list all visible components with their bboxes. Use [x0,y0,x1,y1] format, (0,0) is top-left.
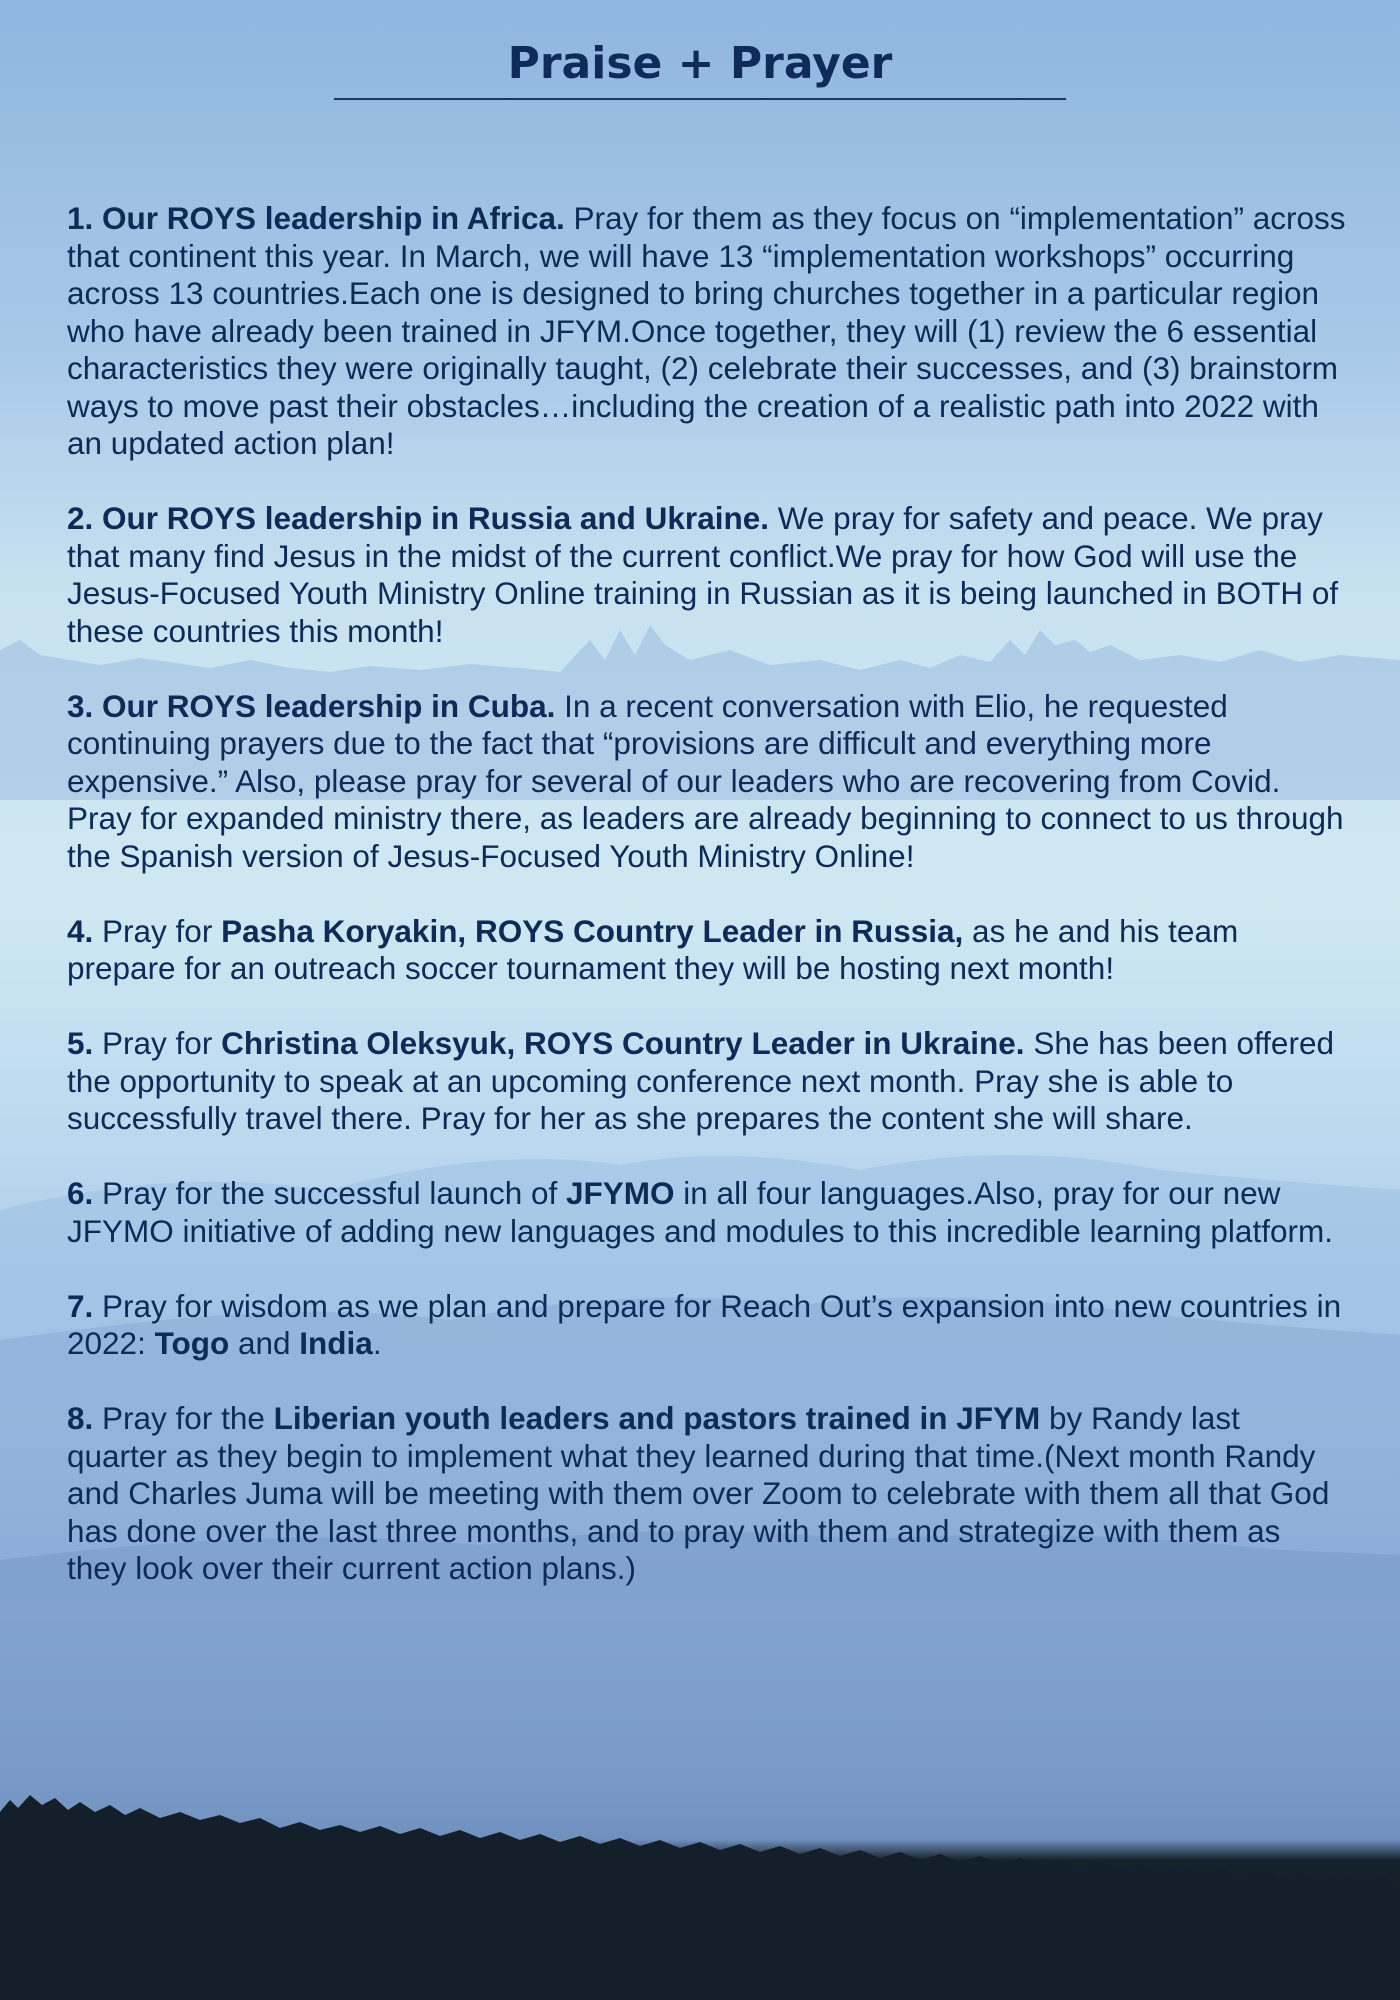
prayer-item-1 [67,200,1347,463]
item-lead-text: Pray for wisdom as we plan and prepare for Reach Out’s expansion into new countries in 2022: [67,1287,1342,1361]
item-heading: Our ROYS leadership in Africa. [102,200,565,236]
item-lead-text: Pray for [93,912,222,949]
item-number: 3. [67,687,103,724]
item-heading: Our ROYS leadership in Russia and Ukraine. [102,500,769,536]
item-number: 8. [67,1400,94,1436]
item-text: by Randy last quarter as they begin to implement what they learned during that time.(Next month Randy and Charles Juma will be meeting with them over Zoom to celebrate with them all that God has done over the last three months, and to pray with them and strategize with them as they look over their current action plans.) [67,1400,1330,1586]
item-heading: JFYMO [566,1175,675,1211]
item-text: We pray for safety and peace. We pray that many find Jesus in the midst of the current conflict.We pray for how God will use the Jesus-Focused Youth Ministry Online training in Russian as it is being launched in BOTH of these countries this month! [67,500,1339,649]
item-text: as he and his team prepare for an outreach soccer tournament they will be hosting next month! [67,912,1239,986]
page-title: Praise + Prayer [507,38,893,89]
item-number: 4. [67,912,94,949]
prayer-item-6 [67,1175,1347,1250]
prayer-item-4 [67,913,1347,988]
prayer-item-7 [67,1288,1347,1363]
item-number: 2. [67,500,103,536]
item-heading: Togo [154,1325,230,1361]
item-text: in all four languages.Also, pray for our new JFYMO initiative of adding new languages and modules to this incredible learning platform. [67,1175,1333,1249]
item-number: 5. [67,1025,94,1061]
prayer-item-2 [67,500,1347,650]
item-heading: Our ROYS leadership in Cuba. [102,687,556,724]
item-heading: Christina Oleksyuk, ROYS Country Leader in Ukraine. [221,1025,1025,1061]
prayer-list [67,200,1347,1625]
prayer-item-5 [67,1025,1347,1138]
prayer-item-8 [67,1400,1347,1588]
item-heading: Pasha Koryakin, ROYS Country Leader in Russia, [221,912,964,949]
item-lead-text: Pray for the successful launch of [93,1175,567,1211]
item-text: Pray for them as they focus on “implementation” across that continent this year. In March, we will have 13 “implementation workshops” occurring across 13 countries.Each one is designed to bring churches together in a particular region who have already been trained in JFYM.Once together, they will (1) review the 6 essential characteristics they were originally taught, (2) celebrate their successes, and (3) brainstorm ways to move past their obstacles…including the creation of a realistic path into 2022 with an updated action plan! [67,200,1346,461]
item-lead-text: Pray for [93,1025,222,1061]
item-number: 7. [67,1287,94,1324]
item-number: 6. [67,1175,94,1211]
item-text: She has been offered the opportunity to speak at an upcoming conference next month. Pray she is able to successfully travel there. Pray for her as she prepares the content she will share. [67,1025,1334,1136]
item-mid-text: and [229,1325,300,1361]
prayer-item-3 [67,688,1347,876]
item-text: In a recent conversation with Elio, he requested continuing prayers due to the fact that “provisions are difficult and everything more expensive.” Also, please pray for several of our leaders who are recovering from Covid. Pray for expanded ministry there, as leaders are already beginning to connect to us through the Spanish version of Jesus-Focused Youth Ministry Online! [67,687,1344,874]
title-underline [334,98,1066,100]
item-lead-text: Pray for the [93,1400,274,1436]
item-text: . [372,1325,382,1361]
item-heading-2: India [299,1325,373,1361]
item-heading: Liberian youth leaders and pastors trained in JFYM [273,1400,1041,1436]
item-number: 1. [67,200,103,236]
